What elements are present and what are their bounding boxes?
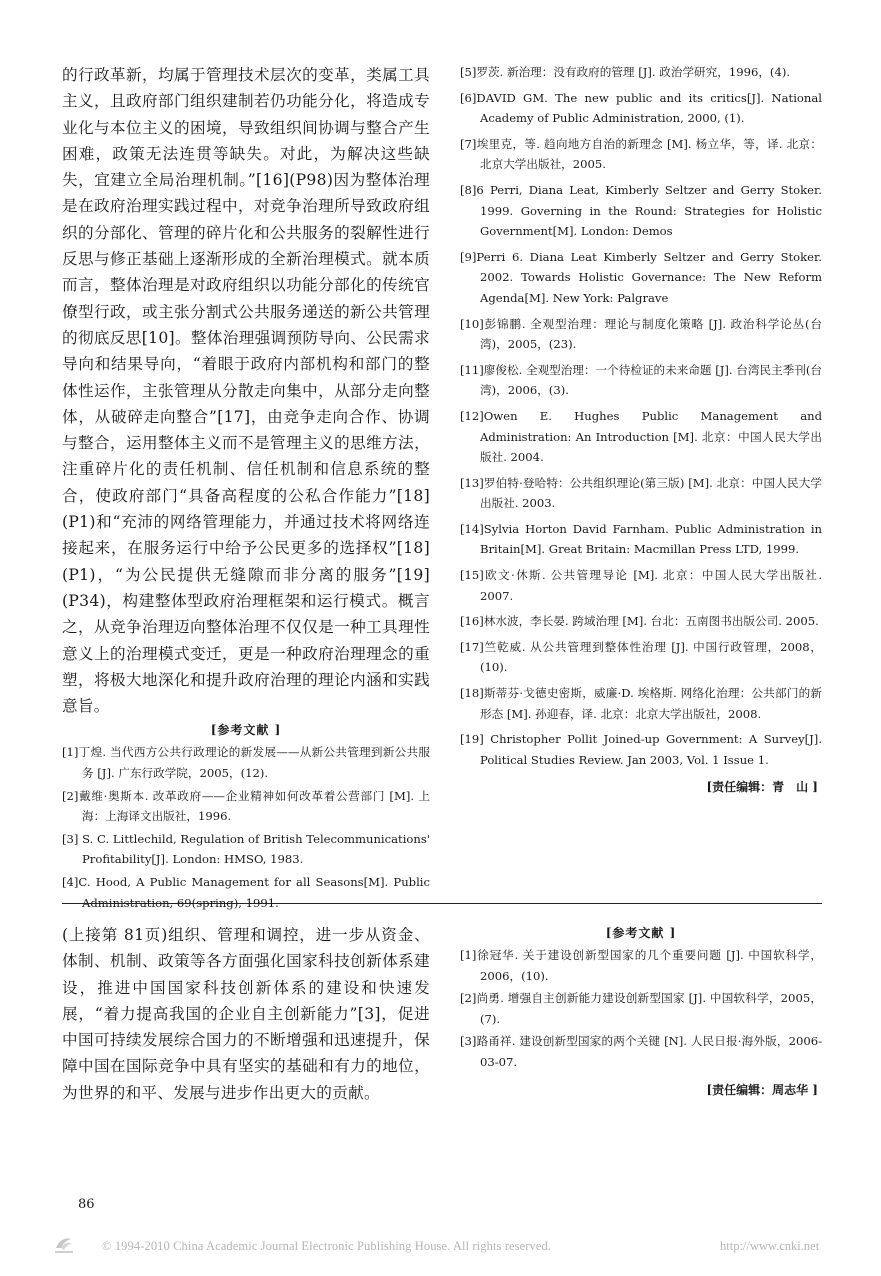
- copyright-text: © 1994-2010 China Academic Journal Electronic Publishing House. All rights reserved.: [102, 1239, 552, 1253]
- reference-item: [1]丁煌. 当代西方公共行政理论的新发展——从新公共管理到新公共服务 [J]. 广东行政学院，2005，(12).: [62, 745, 430, 781]
- cnki-url-link[interactable]: http://www.cnki.net: [720, 1239, 820, 1253]
- reference-item: [17]竺乾威. 从公共管理到整体性治理 [J]. 中国行政管理，2008，(10).: [460, 639, 822, 675]
- page-number: 86: [78, 1197, 95, 1212]
- reference-item: [10]彭锦鹏. 全观型治理：理论与制度化策略 [J]. 政治科学论丛(台湾)，2005，(23).: [460, 316, 822, 352]
- right-column-top: [460, 62, 822, 795]
- reference-list: [460, 945, 822, 1073]
- article-body-text: 的行政革新，均属于管理技术层次的变革，类属工具主义，且政府部门组织建制若仍功能分化，将造成专业化与本位主义的困境，导致组织间协调与整合产生困难，政策无法连贯等缺失。对此，为解决这些缺失，宜建立全局治理机制。”[16](P98)因为整体治理是在政府治理实践过程中，对竞争治理所导致政府组织的分部化、管理的碎片化和公共服务的裂解性进行反思与修正基础上逐渐形成的全新治理模式。就本质而言，整体治理是对政府组织以功能分部化的传统官僚型行政，或主张分割式公共服务递送的新公共管理的彻底反思[10]。整体治理强调预防导向、公民需求导向和结果导向，“着眼于政府内部机构和部门的整体性运作，主张管理从分散走向集中，从部分走向整体，从破碎走向整合”[17]，由竞争走向合作、协调与整合，运用整体主义而不是管理主义的思维方法，注重碎片化的责任机制、信任机制和信息系统的整合，使政府部门“具备高程度的公私合作能力”[18](P1)和“充沛的网络管理能力，并通过技术将网络连接起来，在服务运行中给予公民更多的选择权”[18](P1)，“为公民提供无缝隙而非分离的服务”[19](P34)，构建整体型政府治理框架和运行模式。概言之，从竞争治理迈向整体治理不仅仅是一种工具理性意义上的治理模式变迁，更是一种政府治理理念的重塑，将极大地深化和提升政府治理的理论内涵和实践意旨。: [62, 66, 430, 716]
- reference-item: [3]路甬祥. 建设创新型国家的两个关键 [N]. 人民日报·海外版，2006-03-07.: [460, 1034, 822, 1069]
- reference-item: [4]C. Hood, A Public Management for all Seasons[M]. Public Administration, 69(spring), 1991.: [62, 874, 430, 910]
- reference-item: [13]罗伯特·登哈特：公共组织理论(第三版) [M]. 北京：中国人民大学出版社. 2003.: [460, 475, 822, 511]
- reference-item: [9]Perri 6. Diana Leat Kimberly Seltzer and Gerry Stoker. 2002. Towards Holistic Governance: The New Reform Agenda[M]. New York: Palgrave: [460, 249, 822, 305]
- reference-item: [7]埃里克，等. 趋向地方自治的新理念 [M]. 杨立华，等，译. 北京：北京大学出版社，2005.: [460, 136, 822, 172]
- reference-item: [12]Owen E. Hughes Public Management and Administration: An Introduction [M]. 北京：中国人民大学出版社. 2004.: [460, 408, 822, 465]
- reference-item: [2]戴维·奥斯本. 改革政府——企业精神如何改革着公营部门 [M]. 上海：上海译文出版社，1996.: [62, 788, 430, 824]
- right-column-bottom: [460, 922, 822, 1098]
- reference-item: [15]欧文·休斯. 公共管理导论 [M]. 北京：中国人民大学出版社. 2007.: [460, 568, 822, 603]
- reference-item: [18]斯蒂芬·戈德史密斯，威廉·D. 埃格斯. 网络化治理：公共部门的新形态 [M]. 孙迎春，译. 北京：北京大学出版社，2008.: [460, 686, 822, 721]
- reference-item: [3] S. C. Littlechild, Regulation of British Telecommunications' Profitability[J]. London: HMSO, 1983.: [62, 831, 430, 867]
- continued-article-text: (上接第 81页)组织、管理和调控，进一步从资金、体制、机制、政策等各方面强化国家科技创新体系建设，推进中国国家科技创新体系的建设和快速发展，“着力提高我国的企业自主创新能力”[3]，促进中国可持续发展综合国力的不断增强和迅速提升，保障中国在国际竞争中具有坚实的基础和有力的地位，为世界的和平、发展与进步作出更大的贡献。: [62, 926, 430, 1102]
- copyright-footer: [52, 1238, 832, 1256]
- cnki-logo-icon: [52, 1232, 76, 1256]
- reference-list: [62, 742, 430, 913]
- references-heading: [参考文献 ]: [605, 926, 677, 940]
- section-divider: [62, 903, 822, 904]
- reference-item: [1]徐冠华. 关于建设创新型国家的几个重要问题 [J]. 中国软科学，2006，(10).: [460, 948, 822, 983]
- reference-item: [5]罗茨. 新治理：没有政府的管理 [J]. 政治学研究，1996，(4).: [460, 65, 791, 79]
- reference-item: [19] Christopher Pollit Joined-up Government: A Survey[J]. Political Studies Review. Jan 2003, Vol. 1 Issue 1.: [460, 732, 822, 767]
- reference-item: [8]6 Perri, Diana Leat, Kimberly Seltzer and Gerry Stoker. 1999. Governing in the Round: Strategies for Holistic Government[M]. London: Demos: [460, 182, 822, 239]
- reference-item: [16]林水波，李长晏. 跨域治理 [M]. 台北：五南图书出版公司. 2005.: [460, 614, 819, 629]
- references-heading: [参考文献 ]: [210, 723, 282, 738]
- left-column-bottom: [62, 922, 430, 1106]
- reference-item: [14]Sylvia Horton David Farnham. Public Administration in Britain[M]. Great Britain: Macmillan Press LTD, 1999.: [460, 521, 822, 557]
- reference-item: [11]廖俊松. 全观型治理：一个待检证的未来命题 [J]. 台湾民主季刊(台湾)，2006，(3).: [460, 362, 822, 398]
- reference-list: [460, 62, 822, 770]
- reference-item: [2]尚勇. 增强自主创新能力建设创新型国家 [J]. 中国软科学，2005，(7).: [460, 991, 822, 1026]
- responsible-editor: [责任编辑：青 山 ]: [706, 780, 818, 795]
- responsible-editor: [责任编辑：周志华 ]: [706, 1082, 818, 1097]
- left-column-top: [62, 62, 430, 915]
- reference-item: [6]DAVID GM. The new public and its critics[J]. National Academy of Public Administration, 2000, (1).: [460, 90, 822, 126]
